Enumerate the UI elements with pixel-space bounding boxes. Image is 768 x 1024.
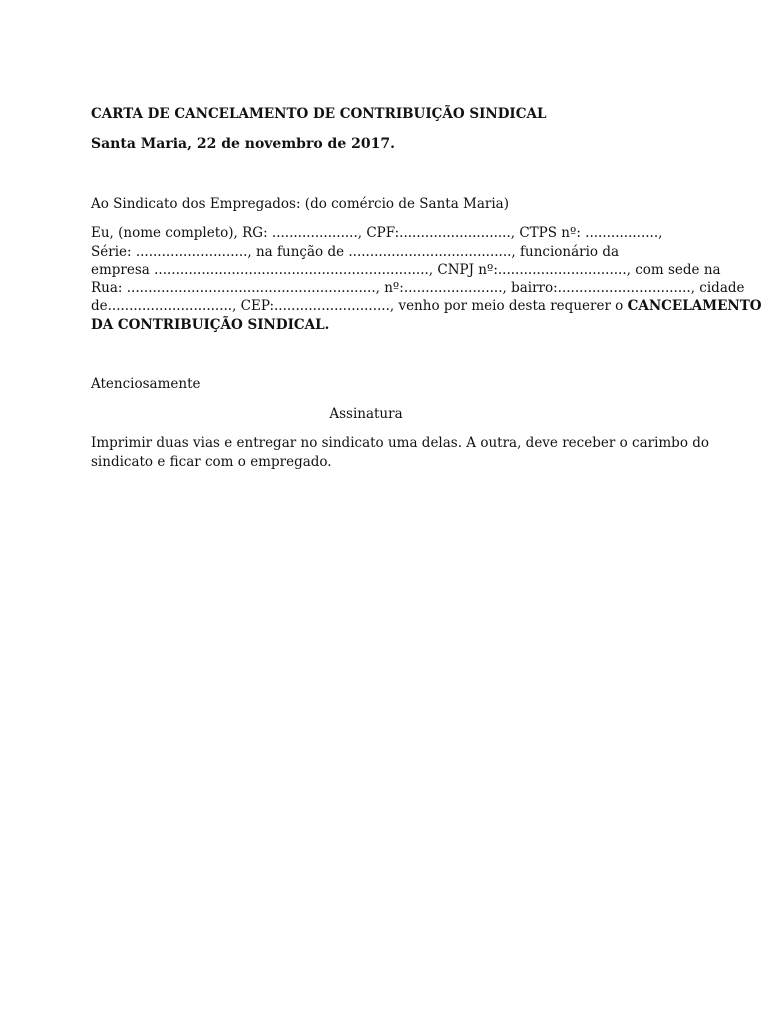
body-line-4: Rua: .........................................................., nº:......................., bairro:..............................., cidade [91, 280, 745, 296]
body-line-6: DA CONTRIBUIÇÃO SINDICAL. [91, 317, 330, 333]
document-date: Santa Maria, 22 de novembro de 2017. [91, 136, 395, 152]
note-line-2: sindicato e ficar com o empregado. [91, 454, 332, 470]
body-line-5-text: de............................., CEP:..........................., venho por meio desta requerer o [91, 298, 628, 314]
body-line-2: Série: .........................., na função de ......................................, funcionário da [91, 244, 620, 260]
cancelamento-emphasis: CANCELAMENTO [627, 298, 762, 314]
body-line-5 [91, 297, 762, 315]
body-line-3: empresa ................................................................, CNPJ nº:.............................., com sede na [91, 262, 721, 278]
signature-label: Assinatura [329, 406, 403, 422]
recipient-line: Ao Sindicato dos Empregados: (do comércio de Santa Maria) [91, 196, 509, 212]
note-line-1: Imprimir duas vias e entregar no sindicato uma delas. A outra, deve receber o carimbo do [91, 435, 710, 451]
closing-text: Atenciosamente [91, 376, 201, 392]
document-title: CARTA DE CANCELAMENTO DE CONTRIBUIÇÃO SINDICAL [91, 106, 547, 122]
body-line-1: Eu, (nome completo), RG: ...................., CPF:.........................., CTPS nº: ................., [91, 225, 663, 241]
